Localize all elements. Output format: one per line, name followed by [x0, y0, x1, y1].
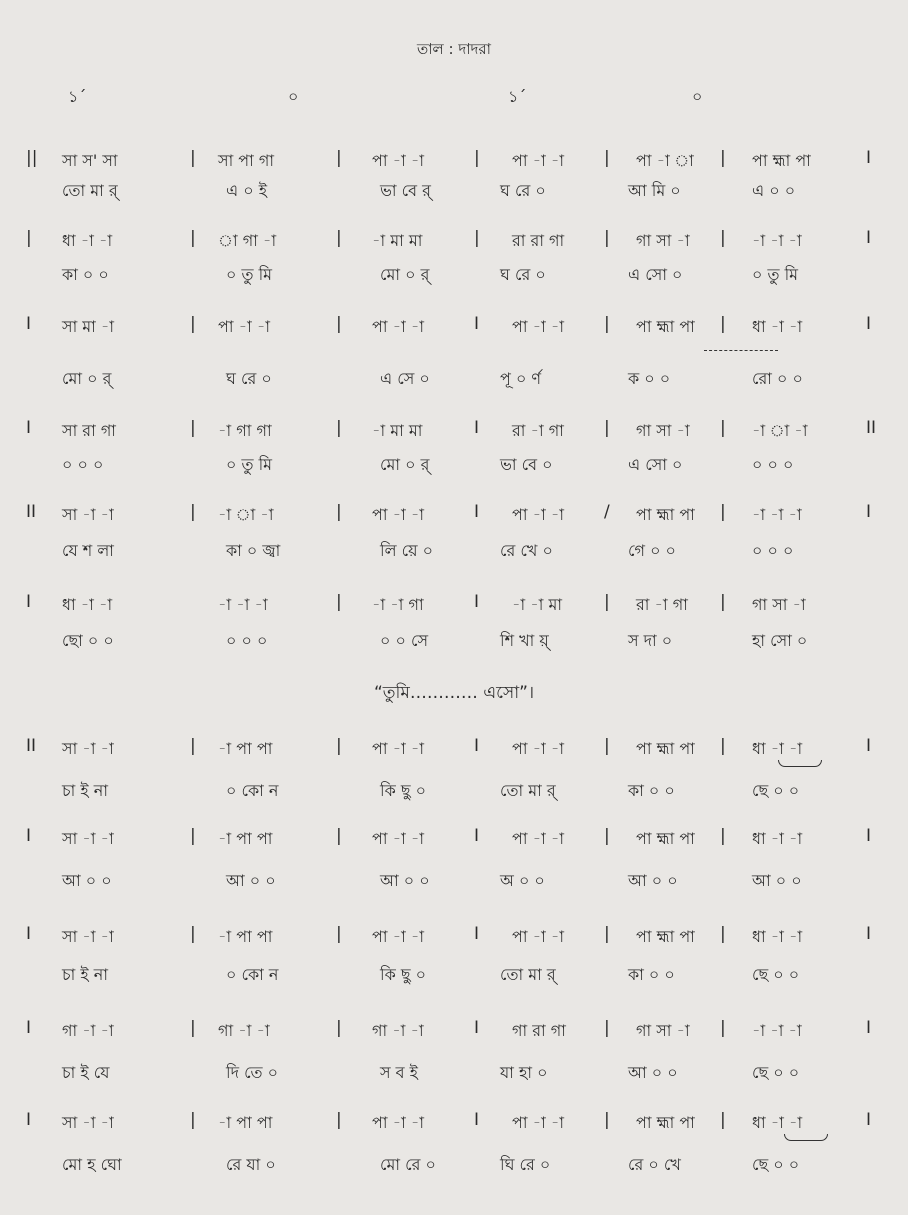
lyric-row: [0, 1060, 908, 1088]
lyric-group: কি ছু ০: [380, 965, 427, 984]
note-group: পা -া -া: [512, 739, 565, 758]
note-group: -া পা পা: [218, 739, 273, 758]
notation-row: [0, 826, 908, 854]
notation-row: [0, 924, 908, 952]
bar-line: |: [720, 314, 726, 334]
note-group: ধা -া -া: [752, 1113, 803, 1132]
lyric-group: ০ তু মি: [752, 265, 799, 284]
lyric-group: স দা ০: [628, 631, 673, 650]
bar-line: |: [604, 826, 610, 846]
bar-line: |: [336, 826, 342, 846]
lyric-group: আ ০ ০: [62, 871, 112, 890]
bar-line: |: [604, 1110, 610, 1130]
bar-line: |: [190, 418, 196, 438]
bar-line: I: [474, 1018, 480, 1038]
lyric-group: এ ০ ই: [226, 181, 268, 200]
bar-line: |: [336, 592, 342, 612]
note-group: -া -া -া: [752, 1021, 802, 1040]
end-bar: I: [866, 1018, 872, 1038]
start-bar: II: [26, 502, 37, 522]
bar-line: |: [720, 592, 726, 612]
lyric-group: কা ০ জ্বা: [226, 541, 281, 560]
bar-line: I: [474, 502, 480, 522]
lyric-group: ছে ০ ০: [752, 781, 800, 800]
bar-line: I: [474, 592, 480, 612]
taal-marker-4: ০: [692, 87, 703, 106]
note-group: গা সা -া: [752, 595, 806, 614]
lyric-row: [0, 1152, 908, 1180]
lyric-group: রে যা ০: [226, 1155, 276, 1174]
note-group: সা মা -া: [62, 317, 115, 336]
note-group: -া পা পা: [218, 927, 273, 946]
bar-line: |: [604, 592, 610, 612]
lyric-group: মো ০ র্: [380, 455, 430, 474]
lyric-group: ০ তু মি: [226, 265, 273, 284]
bar-line: |: [190, 502, 196, 522]
note-group: -া া -া: [752, 421, 808, 440]
note-group: -া -া -া: [752, 231, 802, 250]
note-group: পা -া -া: [512, 151, 565, 170]
lyric-group: ছো ০ ০: [62, 631, 114, 650]
lyric-group: ঘ রে ০: [500, 265, 546, 284]
note-group: -া া -া: [218, 505, 274, 524]
bar-line: |: [190, 314, 196, 334]
lyric-group: গে ০ ০: [628, 541, 676, 560]
bar-line: |: [604, 924, 610, 944]
bar-line: |: [336, 228, 342, 248]
start-bar: I: [26, 1110, 32, 1130]
taal-marker-1: ১´: [68, 87, 87, 106]
bar-line: |: [190, 228, 196, 248]
end-bar: II: [866, 418, 877, 438]
note-group: পা -া -া: [512, 1113, 565, 1132]
bar-line: |: [720, 736, 726, 756]
end-bar: I: [866, 228, 872, 248]
interlude-text: “তুমি………… এসো”।: [373, 683, 535, 703]
lyric-group: রে ০ খে: [628, 1155, 681, 1174]
note-group: গা সা -া: [636, 1021, 690, 1040]
end-bar: I: [866, 736, 872, 756]
start-bar: |: [26, 228, 32, 248]
lyric-row: [0, 778, 908, 806]
end-bar: I: [866, 314, 872, 334]
bar-line: I: [474, 418, 480, 438]
taal-marker-2: ০: [288, 87, 299, 106]
lyric-group: ক ০ ০: [628, 369, 671, 388]
bar-line: I: [474, 826, 480, 846]
lyric-group: শি খা য়্: [500, 631, 549, 650]
bar-line: I: [474, 314, 480, 334]
note-group: -া -া -া: [752, 505, 802, 524]
lyric-group: ০ তু মি: [226, 455, 273, 474]
taal-title: তাল : দাদরা: [416, 40, 492, 58]
taal-marker-3: ১´: [508, 87, 527, 106]
lyric-group: যে শ লা: [62, 541, 114, 560]
note-group: রা রা গা: [512, 231, 565, 250]
note-group: -া -া মা: [512, 595, 563, 614]
note-group: ধা -া -া: [752, 829, 803, 848]
bar-line: |: [336, 418, 342, 438]
note-group: পা হ্মা পা: [636, 829, 695, 848]
bar-line: |: [604, 148, 610, 168]
bar-line: |: [720, 228, 726, 248]
meend-slur: [784, 1134, 828, 1141]
bar-line: |: [336, 314, 342, 334]
lyric-group: ০ ০ ০: [752, 541, 794, 560]
note-group: সা রা গা: [62, 421, 116, 440]
lyric-group: এ সো ০: [628, 455, 683, 474]
start-bar: I: [26, 1018, 32, 1038]
bar-line: |: [720, 924, 726, 944]
bar-line: |: [336, 148, 342, 168]
bar-line: |: [190, 148, 196, 168]
note-group: সা -া -া: [62, 1113, 114, 1132]
bar-line: |: [474, 228, 480, 248]
note-group: রা -া গা: [512, 421, 564, 440]
notation-row: [0, 1110, 908, 1138]
lyric-group: কা ০ ০: [62, 265, 109, 284]
note-group: া গা -া: [218, 231, 277, 250]
notation-row: [0, 228, 908, 256]
lyric-group: ০ ০ ০: [62, 455, 104, 474]
bar-line: |: [336, 502, 342, 522]
lyric-group: পূ ০ র্ণ: [500, 369, 542, 388]
lyric-group: ০ ০ ০: [752, 455, 794, 474]
lyric-group: ছে ০ ০: [752, 965, 800, 984]
lyric-group: দি তে ০: [226, 1063, 279, 1082]
start-bar: I: [26, 826, 32, 846]
note-group: পা -া -া: [372, 1113, 425, 1132]
note-group: -া -া গা: [372, 595, 424, 614]
lyric-group: তো মা র্: [500, 781, 556, 800]
note-group: সা -া -া: [62, 505, 114, 524]
note-group: সা -া -া: [62, 829, 114, 848]
lyric-row: [0, 178, 908, 206]
note-group: পা -া -া: [372, 151, 425, 170]
notation-row: [0, 314, 908, 342]
lyric-group: ভা বে ০: [500, 455, 553, 474]
bar-line: |: [190, 1018, 196, 1038]
lyric-group: আ মি ০: [628, 181, 681, 200]
bar-line: |: [720, 148, 726, 168]
bar-line: I: [474, 924, 480, 944]
start-bar: ||: [26, 148, 38, 168]
note-group: -া পা পা: [218, 1113, 273, 1132]
bar-line: |: [336, 736, 342, 756]
lyric-group: এ ০ ০: [752, 181, 796, 200]
lyric-group: আ ০ ০: [752, 871, 802, 890]
bar-line: |: [604, 228, 610, 248]
lyric-row: [0, 366, 908, 394]
lyric-group: ঘ রে ০: [500, 181, 546, 200]
note-group: গা রা গা: [512, 1021, 566, 1040]
note-group: সা পা গা: [218, 151, 275, 170]
note-group: পা -া -া: [372, 927, 425, 946]
lyric-group: আ ০ ০: [226, 871, 276, 890]
lyric-group: ভা বে র্: [380, 181, 431, 200]
note-group: সা -া -া: [62, 739, 114, 758]
lyric-group: রে খে ০: [500, 541, 553, 560]
end-bar: I: [866, 148, 872, 168]
bar-line: I: [474, 1110, 480, 1130]
note-group: রা -া গা: [636, 595, 688, 614]
lyric-group: রো ০ ০: [752, 369, 803, 388]
bar-line: |: [604, 314, 610, 334]
bar-line: |: [474, 148, 480, 168]
lyric-group: ০ ০ সে: [380, 631, 429, 650]
lyric-group: আ ০ ০: [380, 871, 430, 890]
note-group: পা -া া: [636, 151, 694, 170]
notation-row: [0, 592, 908, 620]
bar-line: |: [190, 1110, 196, 1130]
note-group: পা হ্মা পা: [636, 317, 695, 336]
end-bar: I: [866, 826, 872, 846]
end-bar: I: [866, 502, 872, 522]
notation-row: [0, 148, 908, 176]
lyric-group: তো মা র্: [500, 965, 556, 984]
bar-line: |: [190, 924, 196, 944]
start-bar: II: [26, 736, 37, 756]
note-group: ধা -া -া: [752, 739, 803, 758]
note-group: গা -া -া: [218, 1021, 270, 1040]
bar-line: /: [604, 502, 610, 522]
lyric-group: ০ কো ন: [226, 965, 279, 984]
lyric-group: মো হ ঘো: [62, 1155, 122, 1174]
bar-line: |: [604, 418, 610, 438]
lyric-group: মো ০ র্: [62, 369, 112, 388]
note-group: ধা -া -া: [752, 927, 803, 946]
note-group: পা হ্মা পা: [636, 1113, 695, 1132]
lyric-group: ঘি রে ০: [500, 1155, 551, 1174]
lyric-group: এ সো ০: [628, 265, 683, 284]
bar-line: |: [720, 1110, 726, 1130]
note-group: পা -া -া: [372, 829, 425, 848]
note-group: -া পা পা: [218, 829, 273, 848]
lyric-group: আ ০ ০: [628, 871, 678, 890]
bar-line: |: [604, 1018, 610, 1038]
notation-row: [0, 418, 908, 446]
note-group: পা -া -া: [512, 829, 565, 848]
note-group: পা -া -া: [512, 317, 565, 336]
note-group: পা -া -া: [218, 317, 271, 336]
note-group: পা হ্মা পা: [636, 739, 695, 758]
bar-line: |: [336, 1110, 342, 1130]
lyric-group: চা ই যে: [62, 1063, 110, 1082]
start-bar: I: [26, 418, 32, 438]
note-group: গা -া -া: [372, 1021, 424, 1040]
note-group: -া মা মা: [372, 421, 423, 440]
bar-line: |: [720, 1018, 726, 1038]
lyric-group: কি ছু ০: [380, 781, 427, 800]
bar-line: |: [720, 502, 726, 522]
note-group: পা -া -া: [372, 739, 425, 758]
start-bar: I: [26, 592, 32, 612]
note-group: -া মা মা: [372, 231, 423, 250]
note-group: -া -া -া: [218, 595, 268, 614]
note-group: পা -া -া: [372, 317, 425, 336]
lyric-row: [0, 538, 908, 566]
lyric-group: ঘ রে ০: [226, 369, 272, 388]
lyric-group: মো ০ র্: [380, 265, 430, 284]
note-group: সা স' সা: [62, 151, 118, 170]
lyric-group: ০ ০ ০: [226, 631, 268, 650]
lyric-group: অ ০ ০: [500, 871, 545, 890]
note-group: সা -া -া: [62, 927, 114, 946]
lyric-group: কা ০ ০: [628, 965, 675, 984]
bar-line: |: [190, 736, 196, 756]
lyric-group: চা ই না: [62, 781, 108, 800]
note-group: পা -া -া: [372, 505, 425, 524]
note-group: পা -া -া: [512, 505, 565, 524]
end-bar: I: [866, 1110, 872, 1130]
lyric-row: [0, 452, 908, 480]
lyric-group: ছে ০ ০: [752, 1155, 800, 1174]
start-bar: I: [26, 924, 32, 944]
note-group: ধা -া -া: [752, 317, 803, 336]
meend-dash: [704, 350, 778, 351]
lyric-group: লি য়ে ০: [380, 541, 433, 560]
note-group: গা সা -া: [636, 421, 690, 440]
bar-line: |: [336, 1018, 342, 1038]
bar-line: |: [604, 736, 610, 756]
lyric-group: আ ০ ০: [628, 1063, 678, 1082]
lyric-group: ছে ০ ০: [752, 1063, 800, 1082]
lyric-group: চা ই না: [62, 965, 108, 984]
lyric-group: ০ কো ন: [226, 781, 279, 800]
note-group: ধা -া -া: [62, 231, 113, 250]
meend-slur: [778, 760, 822, 767]
lyric-row: [0, 262, 908, 290]
lyric-group: তো মা র্: [62, 181, 118, 200]
start-bar: I: [26, 314, 32, 334]
note-group: -া গা গা: [218, 421, 272, 440]
note-group: পা হ্মা পা: [636, 505, 695, 524]
notation-row: [0, 1018, 908, 1046]
bar-line: |: [190, 826, 196, 846]
end-bar: I: [866, 924, 872, 944]
lyric-group: কা ০ ০: [628, 781, 675, 800]
lyric-group: এ সে ০: [380, 369, 430, 388]
note-group: পা হ্মা পা: [752, 151, 811, 170]
lyric-row: [0, 628, 908, 656]
bar-line: |: [720, 418, 726, 438]
bar-line: |: [720, 826, 726, 846]
note-group: গা সা -া: [636, 231, 690, 250]
lyric-group: মো রে ০: [380, 1155, 436, 1174]
bar-line: I: [474, 736, 480, 756]
note-group: ধা -া -া: [62, 595, 113, 614]
notation-row: [0, 736, 908, 764]
bar-line: |: [336, 924, 342, 944]
note-group: গা -া -া: [62, 1021, 114, 1040]
note-group: পা হ্মা পা: [636, 927, 695, 946]
note-group: পা -া -া: [512, 927, 565, 946]
lyric-group: যা হা ০: [500, 1063, 548, 1082]
notation-row: [0, 502, 908, 530]
lyric-group: স ব ই: [380, 1063, 418, 1082]
lyric-row: [0, 962, 908, 990]
lyric-group: হা সো ০: [752, 631, 808, 650]
lyric-row: [0, 868, 908, 896]
